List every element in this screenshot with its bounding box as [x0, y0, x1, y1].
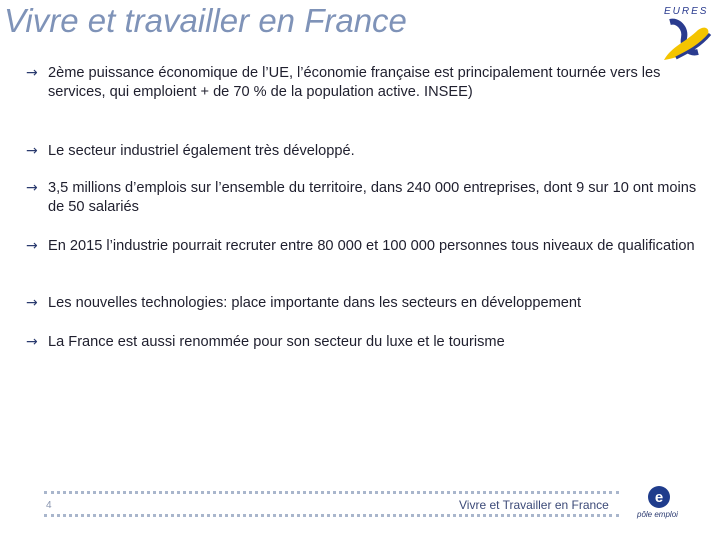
- eures-logo-icon: [656, 2, 718, 64]
- footer-divider-top: [44, 491, 619, 494]
- arrow-icon: →: [26, 180, 38, 196]
- page-number: 4: [46, 500, 52, 511]
- pole-emploi-logo-text: pôle emploi: [637, 510, 678, 519]
- page-title: Vivre et travailler en France: [4, 2, 407, 39]
- bullet-item-industry: → Le secteur industriel également très développé.: [26, 143, 355, 159]
- bullet-item-services: → 2ème puissance économique de l’UE, l’économie française est principalement tournée vers les services, qui emploient + de 70 % de la population active. INSEE): [26, 65, 661, 100]
- bullet-item-technology: → Les nouvelles technologies: place importante dans les secteurs en développement: [26, 295, 582, 311]
- footer-divider-bottom: [44, 514, 619, 517]
- svg-text:e: e: [654, 489, 664, 506]
- bullet-item-recruitment: → En 2015 l’industrie pourrait recruter entre 80 000 et 100 000 personnes tous niveaux de qualification: [26, 238, 695, 254]
- arrow-icon: →: [26, 295, 38, 311]
- arrow-icon: →: [26, 143, 38, 159]
- arrow-icon: →: [26, 238, 38, 254]
- eures-logo-text: EURES: [664, 6, 709, 17]
- bullet-item-jobs: → 3,5 millions d’emplois sur l’ensemble du territoire, dans 240 000 entreprises, dont 9 sur 10 ont moins de 50 salariés: [26, 180, 697, 215]
- footer-title: Vivre et Travailler en France: [459, 498, 609, 512]
- arrow-icon: →: [26, 334, 38, 350]
- bullet-item-luxury: → La France est aussi renommée pour son secteur du luxe et le tourisme: [26, 334, 505, 350]
- arrow-icon: →: [26, 65, 38, 81]
